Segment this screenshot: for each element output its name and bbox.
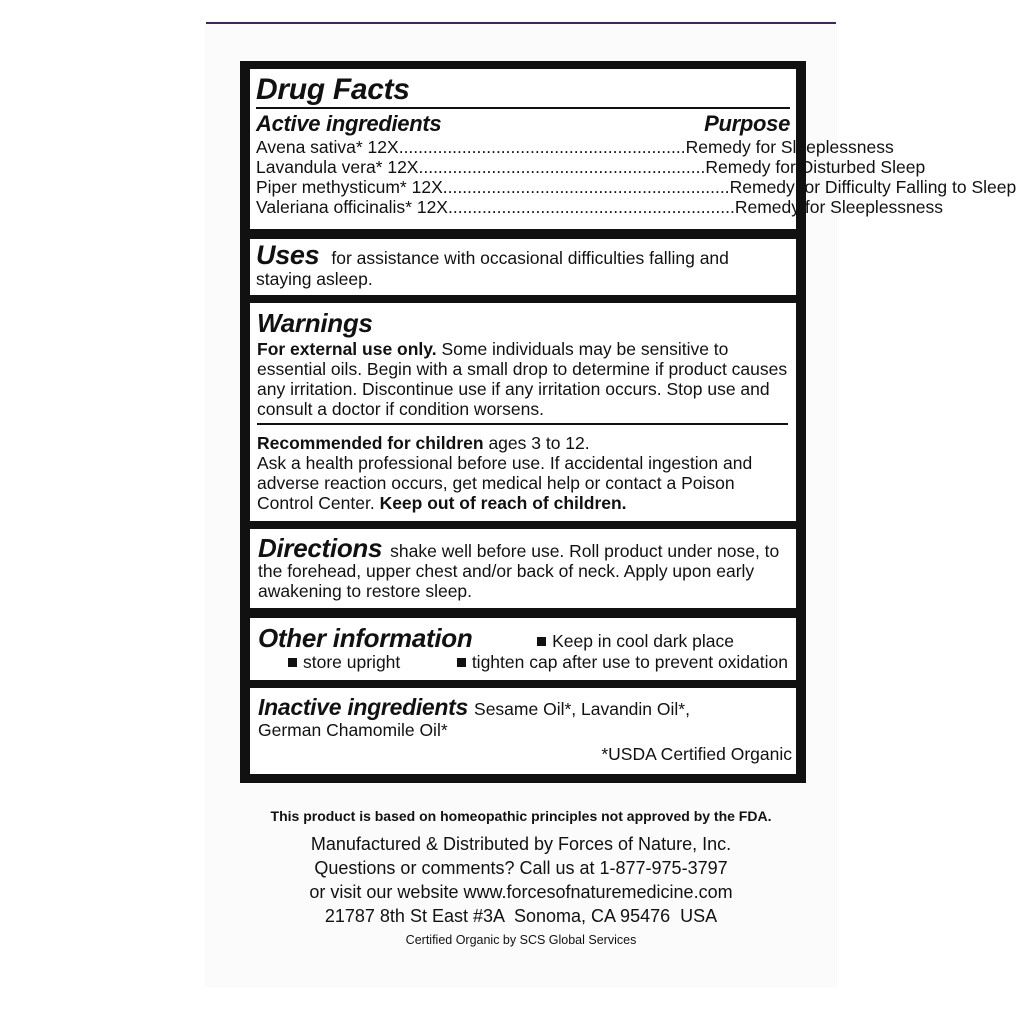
ingredient-name: Avena sativa* 12X	[256, 137, 399, 157]
uses-heading: Uses	[256, 240, 320, 270]
active-header-row	[256, 111, 790, 137]
children-ages: ages 3 to 12.	[483, 433, 590, 453]
directions-heading: Directions	[258, 533, 383, 563]
manufacturer-line: Manufactured & Distributed by Forces of Nature, Inc.	[310, 834, 732, 854]
ingredient-purpose: Remedy for Sleeplessness	[734, 197, 944, 217]
ingredient-row	[256, 177, 1017, 197]
manufacturer-info	[206, 832, 836, 928]
uses-section	[250, 239, 796, 295]
ingredient-name: Piper methysticum* 12X	[256, 177, 443, 197]
ingredient-dots: ...........................................................	[418, 157, 706, 177]
warnings-bold-lead: For external use only.	[257, 339, 437, 359]
uses-text-block	[256, 241, 788, 289]
other-information-section	[250, 618, 796, 680]
certification-note: Certified Organic by SCS Global Services	[405, 933, 637, 947]
warnings-section	[250, 303, 796, 521]
ingredient-dots: ...........................................................	[442, 177, 730, 197]
active-ingredients-heading: Active ingredients	[256, 111, 442, 136]
drug-facts-panel	[240, 61, 1017, 783]
other-info-item	[288, 652, 400, 672]
warnings-text-block	[257, 339, 788, 425]
directions-text-block	[258, 535, 788, 601]
bullet-icon	[537, 637, 546, 646]
bullet-icon	[457, 658, 466, 667]
ingredient-dots: ...........................................................	[398, 137, 686, 157]
other-info-item-text: Keep in cool dark place	[552, 631, 734, 651]
warnings-heading: Warnings	[257, 308, 373, 338]
children-body: Ask a health professional before use. If accidental ingestion and adverse reaction occurs, get medical help or contact a Poison Control Center.	[257, 453, 753, 513]
other-information-heading: Other information	[258, 623, 473, 653]
active-ingredients-section	[250, 69, 1017, 229]
drug-facts-title: Drug Facts	[256, 73, 790, 109]
ingredient-row	[256, 157, 926, 177]
other-info-item-text: tighten cap after use to prevent oxidation	[471, 652, 788, 672]
contact-line: Questions or comments? Call us at 1-877-975-3797	[314, 858, 728, 878]
directions-text: shake well before use. Roll product under nose, to the forehead, upper chest and/or back of neck. Apply upon early awakening to restore sleep.	[258, 541, 780, 601]
other-info-item	[457, 652, 788, 672]
inactive-ingredients-text: Sesame Oil*, Lavandin Oil*, German Chamomile Oil*	[258, 699, 690, 740]
ingredient-row	[256, 137, 894, 157]
children-bold: Recommended for children	[257, 433, 484, 453]
other-info-row-2	[258, 652, 788, 672]
ingredient-row	[256, 197, 944, 217]
purpose-heading: Purpose	[704, 111, 790, 136]
ingredient-name: Lavandula vera* 12X	[256, 157, 419, 177]
ingredient-name: Valeriana officinalis* 12X	[256, 197, 448, 217]
directions-section	[250, 529, 796, 608]
usda-note: *USDA Certified Organic	[601, 744, 792, 764]
inactive-ingredients-heading: Inactive ingredients	[258, 694, 469, 720]
other-info-item-text: store upright	[303, 652, 401, 672]
warnings-text: Some individuals may be sensitive to essential oils. Begin with a small drop to determine if product causes any irritation. Discontinue use if any irritation occurs. Stop use and consult a doctor if condition worsens.	[257, 339, 788, 419]
address-line: 21787 8th St East #3A Sonoma, CA 95476 USA	[324, 906, 718, 926]
keep-out-of-reach: Keep out of reach of children.	[379, 493, 627, 513]
ingredient-purpose: Remedy for Sleeplessness	[685, 137, 894, 157]
other-info-row-1	[258, 624, 788, 652]
inactive-ingredients-section	[250, 688, 796, 774]
ingredient-dots: ...........................................................	[447, 197, 735, 217]
website-line: or visit our website www.forcesofnaturemedicine.com	[309, 882, 733, 902]
other-info-item	[537, 631, 734, 651]
uses-text: for assistance with occasional difficulties falling and staying asleep.	[256, 248, 729, 289]
inactive-text-block	[258, 694, 728, 740]
fda-disclaimer: This product is based on homeopathic principles not approved by the FDA.	[270, 808, 772, 824]
children-text-block	[257, 433, 788, 513]
ingredient-purpose: Remedy for Disturbed Sleep	[705, 157, 926, 177]
ingredient-purpose: Remedy for Difficulty Falling to Sleep	[729, 177, 1017, 197]
bullet-icon	[288, 658, 297, 667]
